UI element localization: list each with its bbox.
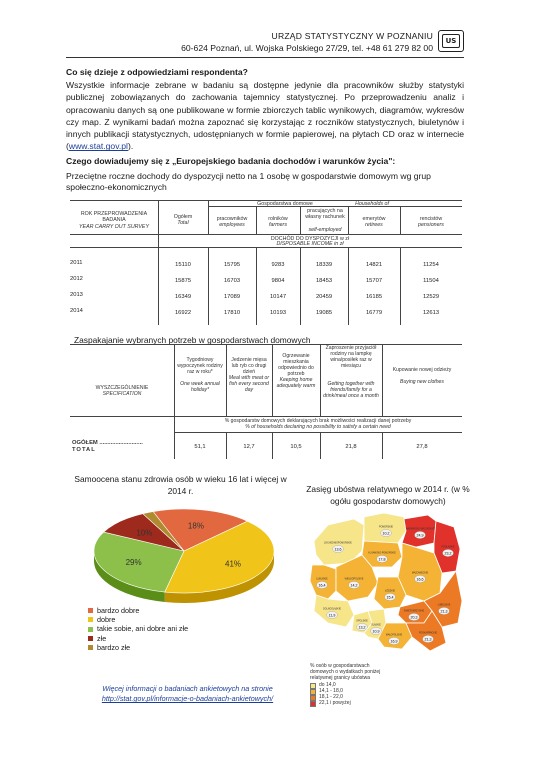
t1-col-employees-en: employees <box>219 222 245 228</box>
section1-text-end: ). <box>127 141 134 152</box>
map-title: Zasięg ubóstwa relatywnego w 2014 r. (w % ogółu gospodarstw domowych) <box>306 484 470 506</box>
t2-rule-note <box>174 432 462 433</box>
legend-label: 22,1 i powyżej <box>319 700 351 707</box>
t1-cell: 16185 <box>365 294 383 300</box>
t1-rule-unit <box>70 247 462 248</box>
t1-vline <box>300 206 301 234</box>
legend-label: złe <box>97 633 107 643</box>
map-region-name: ŚLĄSKIE <box>371 624 381 627</box>
map-region-name: POMORSKIE <box>379 526 393 529</box>
t1-unit-label-en: DISPOSABLE INCOME in zł <box>276 241 344 247</box>
t2-rule-head <box>70 416 462 417</box>
t1-cell: 10193 <box>269 310 287 316</box>
t1-cell: 16349 <box>174 294 192 300</box>
map-region-name: WIELKOPOLSKIE <box>344 578 364 581</box>
section1-body <box>66 79 464 153</box>
t2-cell: 21,8 <box>345 444 357 450</box>
map-region-name: LUBELSKIE <box>437 604 451 607</box>
t1-group-header: Gospodarstwa domowe <box>257 201 313 207</box>
office-logo <box>438 30 464 52</box>
t1-cell: 20459 <box>315 294 333 300</box>
map-region-name: ŁÓDZKIE <box>385 590 395 593</box>
legend-swatch <box>88 617 93 622</box>
legend-label: do 14,0 <box>319 682 336 689</box>
t2-vline <box>226 344 227 416</box>
table2-caption: Zaspakajanie wybranych potrzeb w gospodarstwach domowych <box>74 335 311 345</box>
t2-spec-en: SPECIFICATION <box>102 391 142 397</box>
map-legend <box>310 664 390 707</box>
map-region-name: ŚWIĘTOKRZYSKIE <box>403 610 425 613</box>
t1-group-header-en: Households of <box>355 201 389 207</box>
t1-col-year: ROK PRZEPROWADZENIA BADANIA <box>80 211 148 223</box>
table1-subheading: Przeciętne roczne dochody do dyspozycji netto na 1 osobę w gospodarstwie domowym wg grup społeczno-ekonomicznych <box>66 171 431 192</box>
t2-col-holiday-en: One week annual holiday* <box>180 381 220 393</box>
t1-col-total-en: Total <box>177 220 189 226</box>
map-region-value: 21,3 <box>424 637 432 642</box>
t1-cell: 14821 <box>365 262 383 268</box>
map-region-value: 10,2 <box>382 531 390 536</box>
map-region-value: 16,4 <box>318 583 326 588</box>
pie-title: Samoocena stanu zdrowia osób w wieku 16 lat i więcej w 2014 r. <box>74 474 287 496</box>
legend-swatch <box>310 701 316 707</box>
map-region-value: 16,9 <box>390 639 398 644</box>
pie-legend-item <box>88 634 188 643</box>
t1-cell: 15707 <box>365 278 383 284</box>
t2-col-heating: Ogrzewanie mieszkania odpowiednio do potrzeb <box>278 353 314 377</box>
map-region-name: KUJAWSKO-POMORSKIE <box>368 552 396 555</box>
t1-col-year-en: YEAR CARRY OUT SURVEY <box>79 224 149 230</box>
map-region-value: 14,2 <box>350 583 358 588</box>
t1-cell: 18339 <box>315 262 333 268</box>
footer-link[interactable]: http://stat.gov.pl/informacje-o-badaniach-ankietowych/ <box>101 694 274 703</box>
legend-swatch <box>88 636 93 641</box>
t1-cell: 11504 <box>423 278 439 284</box>
section1-heading: Co się dzieje z odpowiedziami respondenta? <box>66 67 248 77</box>
t1-col-selfemp-en: self-employed <box>308 227 342 233</box>
map-region-name: ZACHODNIOPOMORSKIE <box>324 542 352 545</box>
map-region-name: MAZOWIECKIE <box>411 572 429 575</box>
map-region-value: 10,9 <box>372 629 380 634</box>
t1-col-selfemp: pracujących na własny rachunek <box>305 208 345 220</box>
health-pie-chart <box>86 503 282 613</box>
pie-legend-item <box>88 643 188 652</box>
t2-vline <box>174 344 175 459</box>
t1-col-pensioners-en: pensioners <box>418 222 444 228</box>
map-legend-rows <box>310 683 390 707</box>
t1-cell: 16922 <box>174 310 192 316</box>
t1-cell: 9283 <box>271 262 285 268</box>
t2-cell: 27,8 <box>416 444 428 450</box>
t2-col-heating-en: Keeping home adequately warm <box>276 377 316 389</box>
pie-legend-item <box>88 624 188 633</box>
section2-heading: Czego dowiadujemy się z „Europejskiego badania dochodów i warunków życia": <box>66 156 396 166</box>
t2-col-friends-en: Getting together with friends/family for a drink/meal once a month <box>323 381 379 399</box>
t2-note: % gospodarstw domowych deklarujących brak możliwości realizacji danej potrzeby <box>224 418 412 424</box>
map-region-value: 20,3 <box>410 615 418 620</box>
section1-text: Wszystkie informacje zebrane w badaniu są dostępne jedynie dla pracowników służby statystyki publicznej zobowiązanych do zachowania tajemnicy statystycznej. Po przeprowadzeniu analiz i opracowaniu danych są one publikowane w formie zbiorczych tablic wynikowych, diagramów, wykresów czy map. Z wynikami badań można zapoznać się korzystając z roczników statystycznych, biuletynów i innych publikacji statystycznych, udostępnianych w formie papierowej, na płytach CD oraz w internecie ( <box>66 80 464 152</box>
t1-row-year: 2014 <box>70 308 83 314</box>
t2-col-holiday: Tygodniowy wypoczynek rodziny raz w roku* <box>177 357 223 375</box>
t1-cell: 15795 <box>223 262 241 268</box>
t1-row-year: 2012 <box>70 276 83 282</box>
t1-cell: 12613 <box>422 310 440 316</box>
footer-text: Więcej informacji o badaniach ankietowych na stronie <box>102 684 273 693</box>
map-legend-item <box>310 701 390 707</box>
t1-cell: 11254 <box>423 262 439 268</box>
t2-col-meal-en: Meal with meat or fish every second day <box>228 375 270 393</box>
t2-note-en: % of households declaring no possibility to satisfy a certain need <box>245 424 391 430</box>
map-region-value: 21,3 <box>440 609 448 614</box>
footer-note <box>80 684 295 704</box>
map-region-name: MAŁOPOLSKIE <box>385 634 403 637</box>
map-legend-title: % osób w gospodarstwach domowych o wydatkach poniżej relatywnej granicy ubóstwa <box>310 663 381 681</box>
t1-cell: 19085 <box>315 310 333 316</box>
map-region-value: 15,4 <box>386 595 394 600</box>
legend-swatch <box>88 608 93 613</box>
t1-col-employees: pracowników <box>216 216 248 222</box>
map-region-value: 16,6 <box>416 577 424 582</box>
t1-row-year: 2013 <box>70 292 83 298</box>
map-region-value: 13,6 <box>334 547 342 552</box>
t1-cell: 12529 <box>422 294 440 300</box>
t1-col-farmers: rolników <box>268 216 288 222</box>
pie-slice-label: 18% <box>187 521 204 531</box>
legend-label: 14,1 - 18,0 <box>319 688 343 695</box>
t1-cell: 17089 <box>223 294 241 300</box>
legend-label: bardzo dobre <box>97 606 140 615</box>
office-name: URZĄD STATYSTYCZNY W POZNANIU <box>271 31 433 41</box>
poverty-map <box>306 511 466 656</box>
t1-col-total: Ogółem <box>173 214 193 220</box>
legend-label: takie sobie, ani dobre ani złe <box>97 624 189 634</box>
t2-col-clothes: Kupowanie nowej odzieży <box>392 367 452 373</box>
map-region-name: WARMIŃSKO-MAZURSKIE <box>405 528 435 531</box>
income-table <box>70 200 462 325</box>
map-region-value: 17,8 <box>378 557 386 562</box>
t1-col-pensioners: rencistów <box>419 216 443 222</box>
map-region-name: OPOLSKIE <box>356 620 368 623</box>
pie-legend-item <box>88 606 188 615</box>
t1-cell: 15875 <box>174 278 192 284</box>
t1-cell: 10147 <box>269 294 287 300</box>
t1-cell: 16703 <box>223 278 241 284</box>
t1-cell: 17810 <box>223 310 241 316</box>
t2-total-label-en: TOTAL <box>72 447 96 453</box>
t1-rule-head <box>70 234 462 235</box>
map-region-name: LUBUSKIE <box>316 578 328 581</box>
t1-cell: 15110 <box>175 262 191 268</box>
pie-legend-item <box>88 615 188 624</box>
needs-table <box>70 344 462 459</box>
map-region <box>402 515 436 547</box>
header-divider <box>66 57 464 58</box>
map-region-value: 23,2 <box>444 551 452 556</box>
t1-col-retirees-en: retirees <box>365 222 383 228</box>
legend-label: dobre <box>97 615 116 625</box>
logo-text: US <box>442 34 460 48</box>
pie-slice-label: 41% <box>225 559 242 569</box>
t2-total-label: OGÓŁEM ........................... <box>72 440 143 446</box>
office-address: 60-624 Poznań, ul. Wojska Polskiego 27/29, tel. +48 61 279 82 00 <box>181 43 433 53</box>
pie-slice-label: 10% <box>136 528 153 538</box>
t1-row-year: 2011 <box>70 260 83 266</box>
t2-rule-top <box>70 344 462 345</box>
t2-spec: WYSZCZEGÓLNIENIE <box>95 385 149 391</box>
t2-col-meal: Jedzenie mięsa lub ryb co drugi dzień <box>231 357 267 375</box>
t1-unit-label: DOCHÓD DO DYSPOZYCJI w zł <box>270 236 350 242</box>
map-region-name: PODKARPACKIE <box>419 632 437 635</box>
t2-vline <box>382 344 383 416</box>
t1-col-farmers-en: farmers <box>269 222 287 228</box>
header <box>181 30 433 54</box>
stat-link[interactable]: www.stat.gov.pl <box>68 141 128 152</box>
t2-cell: 10,5 <box>290 444 302 450</box>
t2-vline <box>320 344 321 416</box>
legend-swatch <box>88 627 93 632</box>
t2-cell: 12,7 <box>243 444 255 450</box>
legend-swatch <box>88 645 93 650</box>
legend-label: bardzo złe <box>97 642 131 652</box>
t1-cell: 18453 <box>315 278 333 284</box>
map-region-value: 24,9 <box>416 533 424 538</box>
t2-vline <box>272 344 273 416</box>
t1-cell: 9804 <box>271 278 285 284</box>
pie-legend <box>88 606 188 652</box>
map-region-name: PODLASKIE <box>441 546 455 549</box>
legend-label: 18,1 - 22,0 <box>319 694 343 701</box>
t2-col-friends: Zaproszenie przyjaciół rodziny na lampkę wina/posiłek raz w miesiącu <box>325 345 377 369</box>
t1-cell: 16779 <box>365 310 383 316</box>
map-region-name: DOLNOŚLĄSKIE <box>323 608 341 611</box>
t2-col-clothes-en: Buying new clothes <box>400 379 444 385</box>
map-region-value: 11,9 <box>328 613 336 618</box>
pie-slice-label: 29% <box>125 558 142 568</box>
map-region-value: 13,2 <box>358 625 366 630</box>
t1-col-retirees: emerytów <box>362 216 386 222</box>
t2-cell: 51,1 <box>194 444 206 450</box>
